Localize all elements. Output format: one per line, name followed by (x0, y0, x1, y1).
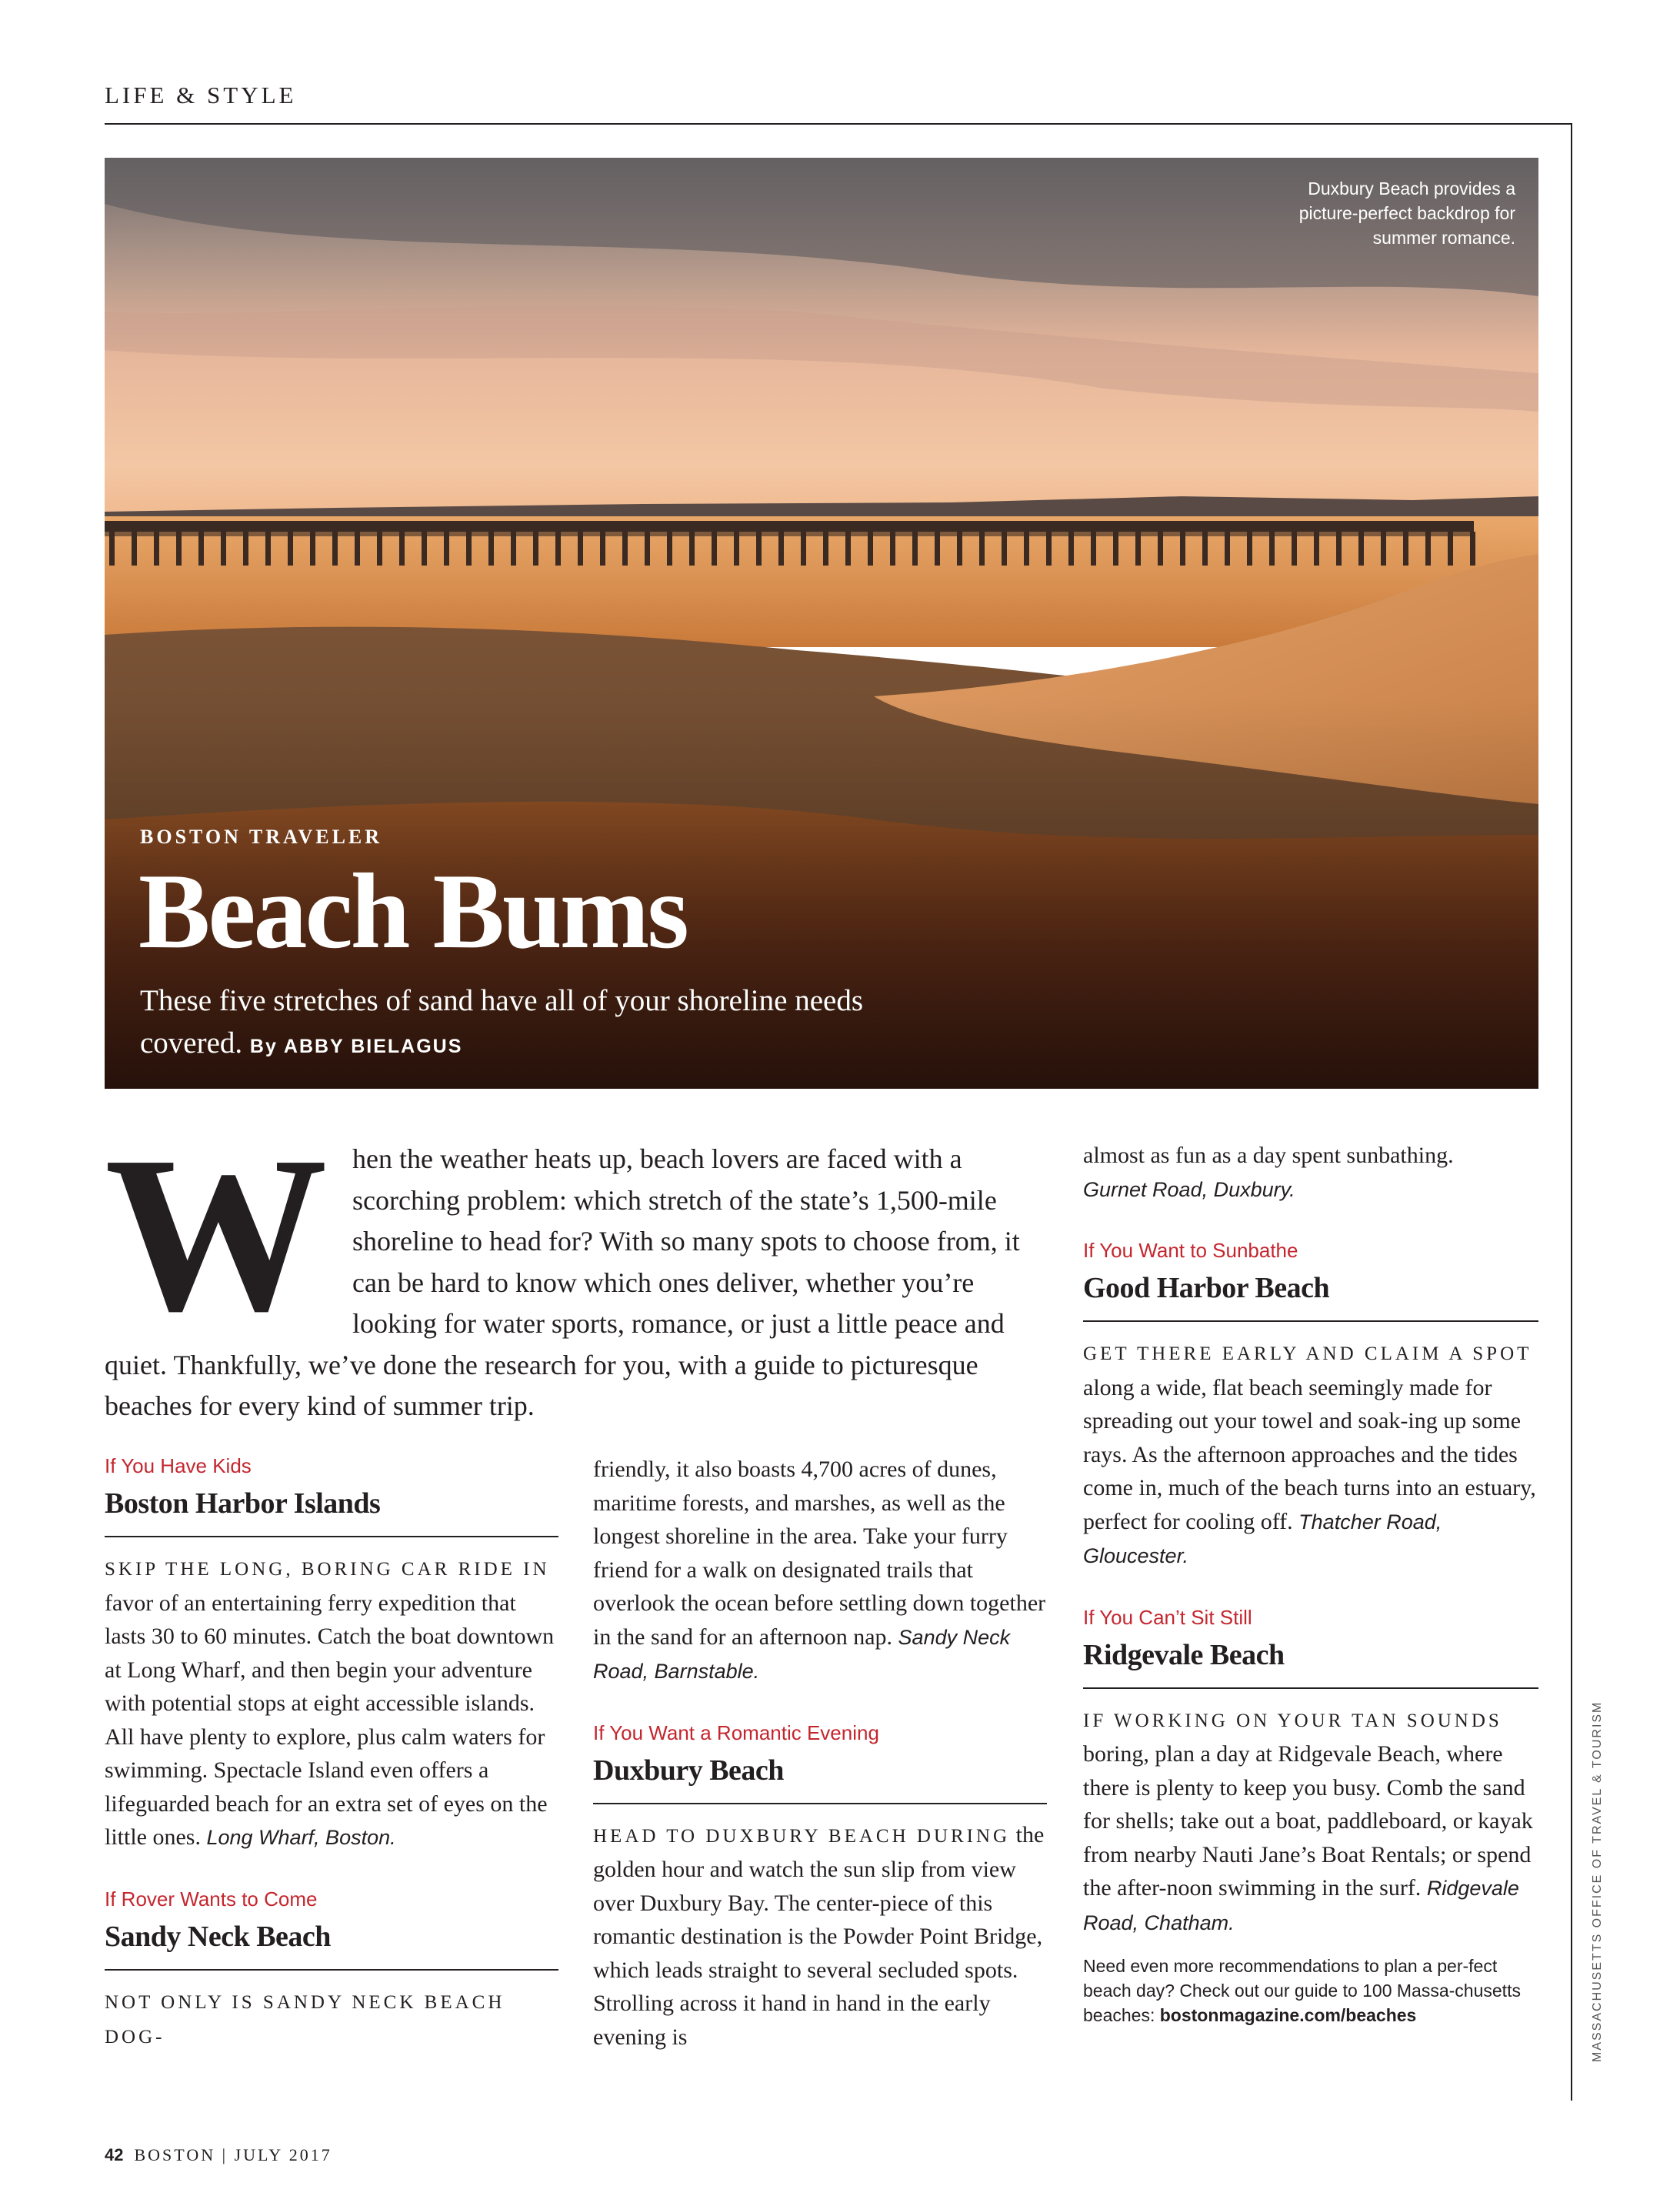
bridge-pier (622, 532, 628, 566)
beach-text (1083, 1336, 1538, 1574)
beach-heading: Duxbury Beach (593, 1752, 1047, 1804)
lead-in: HEAD TO DUXBURY BEACH DURING (593, 1825, 1011, 1847)
beach-text (105, 1551, 558, 1855)
bridge-pier (734, 532, 739, 566)
beach-body: favor of an entertaining ferry expedition that lasts 30 to 60 minutes. Catch the boat downtown at Long Wharf, and then begin your adventure with potential stops at eight accessible islands. All have plenty to explore, plus calm waters for swimming. Spectacle Island even offers a lifeguarded beach for an extra set of eyes on the little ones. (105, 1590, 555, 1850)
bridge-pier (1448, 532, 1453, 566)
kicker: BOSTON TRAVELER (140, 826, 383, 848)
bridge-pier (288, 532, 293, 566)
beach-text (593, 1818, 1047, 2054)
location: Long Wharf, Boston. (206, 1826, 396, 1849)
photo-credit: MASSACHUSETTS OFFICE OF TRAVEL & TOURISM (1591, 1700, 1604, 2062)
bridge-pier (109, 532, 115, 566)
right-rule (1571, 123, 1572, 2101)
lead-in: NOT ONLY IS SANDY NECK BEACH DOG- (105, 1991, 505, 2047)
more-link[interactable]: bostonmagazine.com/beaches (1159, 2005, 1417, 2025)
bridge-pier (1202, 532, 1208, 566)
bridge-pier (221, 532, 226, 566)
bridge-pier (756, 532, 762, 566)
category-label: If You Can’t Sit Still (1083, 1605, 1252, 1629)
hero-photo (105, 158, 1538, 1089)
bridge-pier (979, 532, 985, 566)
bridge-pier (868, 532, 873, 566)
bridge-pier (957, 532, 962, 566)
location: Sandy Neck Road, Barnstable. (593, 1625, 1011, 1683)
lead-in: SKIP THE LONG, BORING CAR RIDE IN (105, 1559, 550, 1580)
bridge-pier (578, 532, 583, 566)
bridge-pier (667, 532, 672, 566)
bridge-pier (935, 532, 940, 566)
bridge-pier (1091, 532, 1096, 566)
more-note (1083, 1954, 1538, 2027)
location: Ridgevale Road, Chatham. (1083, 1877, 1519, 1934)
more-text: Need even more recommendations to plan a per-fect beach day? Check out our guide to 100 Massa-chusetts beaches: (1083, 1956, 1521, 2025)
bridge-pier (377, 532, 382, 566)
dropcap: W (105, 1110, 322, 1357)
bridge-pier (845, 532, 851, 566)
bridge-pier (1358, 532, 1364, 566)
bridge-pier (555, 532, 561, 566)
column-2 (593, 1453, 1047, 2054)
intro-text: hen the weather heats up, beach lovers are faced with a scorching problem: which stretch of the state’s 1,500-mile shoreline to head for? With so many spots to choose from, it can be hard to know which ones deliver, whether you’re looking for water sports, romance, or just a little peace and quiet. Thankfully, we’ve done the research for you, with a guide to picturesque beaches for every kind of summer trip. (105, 1143, 1020, 1421)
bridge-pier (1247, 532, 1252, 566)
bridge-pier (1225, 532, 1230, 566)
lead-in: GET THERE EARLY AND CLAIM A SPOT (1083, 1343, 1532, 1364)
bridge-pier (533, 532, 538, 566)
category-label: If You Want to Sunbathe (1083, 1239, 1298, 1262)
deck-text: These five stretches of sand have all of your shoreline needs covered. (140, 984, 863, 1060)
article-title: Beach Bums (138, 852, 687, 971)
beach-text (1083, 1139, 1538, 1206)
bridge-pier (198, 532, 204, 566)
beach-body: along a wide, flat beach seemingly made for spreading out your towel and soak-ing up some rays. As the afternoon approaches and the tides come in, much of the beach turns into an estuary, perfect for cooling off. (1083, 1374, 1536, 1534)
category-label: If Rover Wants to Come (105, 1887, 318, 1911)
bridge-pier (1002, 532, 1007, 566)
bridge-pier (488, 532, 494, 566)
bridge-pier (1336, 532, 1342, 566)
beach-body: boring, plan a day at Ridgevale Beach, where there is plenty to keep you busy. Comb the sand for shells; take out a boat, paddleboard, or kayak from nearby Nauti Jane’s Boat Rentals; or spend the after-noon swimming in the surf. (1083, 1741, 1533, 1901)
beach-text (1083, 1703, 1538, 1941)
bridge-pier (823, 532, 828, 566)
bridge-pier (712, 532, 717, 566)
bridge-pier (600, 532, 605, 566)
bridge-pier (511, 532, 516, 566)
bridge-pier (154, 532, 159, 566)
beach-body: almost as fun as a day spent sunbathing. (1083, 1143, 1454, 1168)
bridge-pier (355, 532, 360, 566)
bridge-pier (912, 532, 918, 566)
category-label: If You Have Kids (105, 1454, 252, 1477)
bridge-pier (132, 532, 137, 566)
bridge-pier (1292, 532, 1297, 566)
deck (140, 980, 925, 1068)
top-rule (105, 123, 1572, 125)
beach-heading: Ridgevale Beach (1083, 1637, 1538, 1689)
bridge-pier (1470, 532, 1475, 566)
bridge-pier (1314, 532, 1319, 566)
bridge-pier (1180, 532, 1185, 566)
beach-text (593, 1453, 1047, 1689)
bridge-pier (265, 532, 271, 566)
bridge-pier (399, 532, 405, 566)
beach-heading: Good Harbor Beach (1083, 1270, 1538, 1322)
bridge-pier (466, 532, 472, 566)
bridge-pier (1269, 532, 1275, 566)
intro (105, 1110, 1020, 1427)
bridge-pier (243, 532, 248, 566)
section-label: LIFE & STYLE (105, 82, 297, 108)
folio (105, 2145, 332, 2165)
category-label: If You Want a Romantic Evening (593, 1720, 879, 1744)
beach-body: friendly, it also boasts 4,700 acres of dunes, maritime forests, and marshes, as well as the longest shoreline in the area. Take your furry friend for a walk on designated trails that overlook the ocean before settling down together in the sand for an afternoon nap. (593, 1457, 1046, 1650)
column-1 (105, 1453, 558, 2054)
bridge-pier (1135, 532, 1141, 566)
beach-heading: Sandy Neck Beach (105, 1918, 558, 1971)
bridge-pier (332, 532, 338, 566)
byline: By ABBY BIELAGUS (249, 1036, 463, 1057)
location: Thatcher Road, Gloucester. (1083, 1510, 1442, 1567)
bridge-pier (801, 532, 806, 566)
bridge-pier (1113, 532, 1118, 566)
bridge-pier (1403, 532, 1408, 566)
bridge-pier (1158, 532, 1163, 566)
bridge-pier (689, 532, 695, 566)
bridge-pier (645, 532, 650, 566)
location: Gurnet Road, Duxbury. (1083, 1177, 1295, 1201)
bridge-pier (1046, 532, 1052, 566)
beach-body: the golden hour and watch the sun slip from view over Duxbury Bay. The center-piece of this romantic destination is the Powder Point Bridge, which leads straight to several secluded spots. Strolling across it hand in hand in the early evening is (593, 1821, 1045, 2050)
bridge-pier (422, 532, 427, 566)
lead-in: IF WORKING ON YOUR TAN SOUNDS (1083, 1710, 1502, 1731)
column-3 (1083, 1139, 1538, 2027)
bridge-pier (1425, 532, 1431, 566)
bridge-pier (310, 532, 315, 566)
bridge-pier (1068, 532, 1074, 566)
beach-text (105, 1984, 558, 2054)
bridge-pier (890, 532, 895, 566)
bridge-pier (778, 532, 784, 566)
bridge-pier (176, 532, 182, 566)
beach-heading: Boston Harbor Islands (105, 1485, 558, 1537)
bridge-pier (1381, 532, 1386, 566)
bridge-pier (444, 532, 449, 566)
photo-caption: Duxbury Beach provides a picture-perfect backdrop for summer romance. (1298, 179, 1515, 248)
page-number: 42 (105, 2145, 124, 2164)
bridge-pier (1024, 532, 1029, 566)
folio-text: BOSTON | JULY 2017 (134, 2145, 332, 2164)
